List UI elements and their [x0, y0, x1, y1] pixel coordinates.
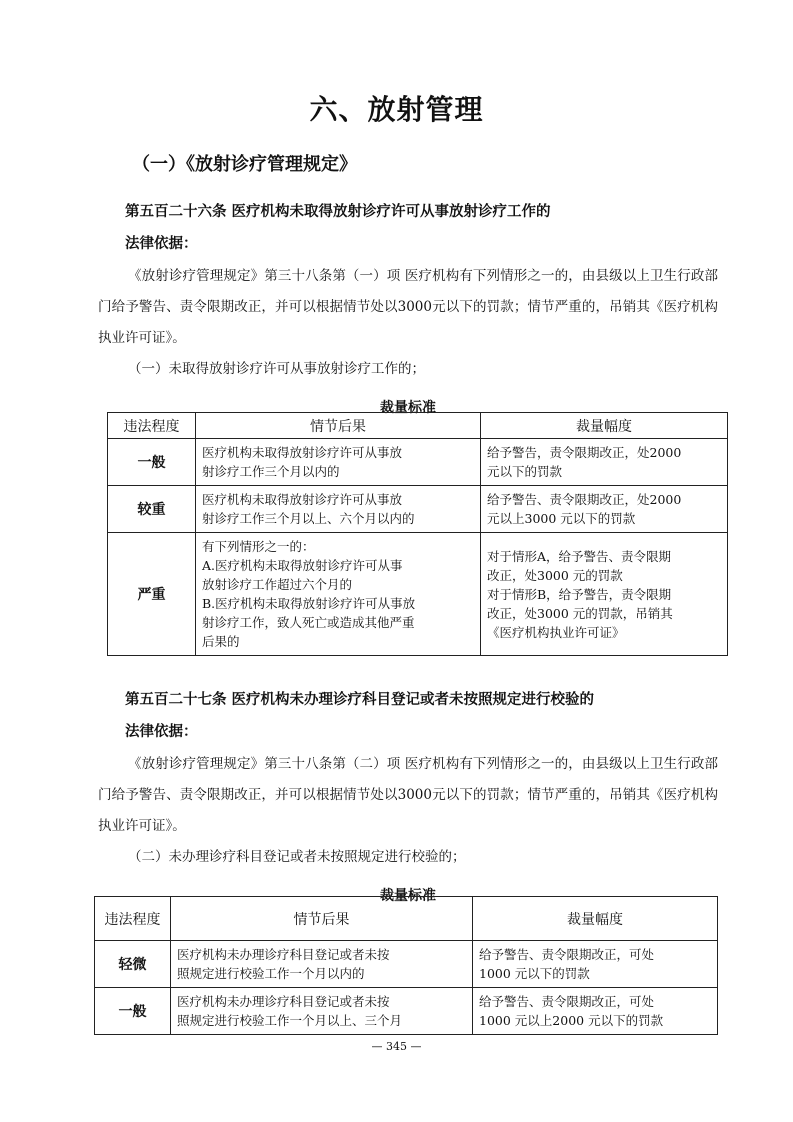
clause-text: （一）未取得放射诊疗许可从事放射诊疗工作的；	[128, 361, 425, 377]
cell-line: 元以下的罚款	[487, 464, 563, 479]
article-heading: 第五百二十七条 医疗机构未办理诊疗科目登记或者未按照规定进行校验的	[125, 692, 595, 708]
header-degree: 违法程度	[95, 897, 171, 941]
header-circumstances: 情节后果	[171, 897, 473, 941]
cell-line: 1000 元以下的罚款	[479, 966, 590, 981]
cell-line: 给予警告、责令限期改正，处2000	[487, 492, 682, 507]
header-penalty: 裁量幅度	[473, 897, 718, 941]
discretion-table-526	[107, 412, 728, 656]
cell-line: 对于情形B，给予警告，责令限期	[487, 586, 672, 602]
circumstances-cell	[196, 486, 481, 533]
cell-line: 改正，处3000 元的罚款，吊销其	[487, 605, 673, 621]
circumstances-cell	[196, 533, 481, 656]
article-heading: 第五百二十六条 医疗机构未取得放射诊疗许可从事放射诊疗工作的	[125, 204, 551, 220]
degree-cell: 严重	[108, 533, 196, 656]
header-degree: 违法程度	[108, 413, 196, 439]
chapter-title: 六、放射管理	[309, 93, 484, 126]
circumstances-cell	[171, 941, 473, 988]
cell-line: B.医疗机构未取得放射诊疗许可从事放	[202, 596, 416, 611]
circumstances-cell	[171, 988, 473, 1035]
page-number: — 345 —	[371, 1040, 422, 1053]
cell-line: 给予警告，责令限期改正，处2000	[487, 445, 682, 460]
cell-line: 给予警告、责令限期改正，可处	[479, 994, 655, 1009]
cell-line: 射诊疗工作三个月以上、六个月以内的	[202, 511, 415, 526]
table-row	[108, 439, 728, 486]
cell-line: 照规定进行校验工作一个月以内的	[177, 966, 365, 981]
cell-line: 照规定进行校验工作一个月以上、三个月	[177, 1013, 403, 1028]
law-text: 《放射诊疗管理规定》第三十八条第（二）项 医疗机构有下列情形之一的，由县级以上卫生行政部门给予警告、责令限期改正，并可以根据情节处以3000元以下的罚款；情节严重的，吊销其《医疗机构执业许可证》。	[98, 756, 718, 834]
header-penalty: 裁量幅度	[481, 413, 728, 439]
cell-line: 医疗机构未取得放射诊疗许可从事放	[202, 445, 403, 460]
table-row	[95, 988, 718, 1035]
degree-cell: 较重	[108, 486, 196, 533]
header-circumstances: 情节后果	[196, 413, 481, 439]
table-row	[108, 486, 728, 533]
cell-line: 射诊疗工作，致人死亡或造成其他严重	[202, 615, 415, 630]
cell-line: 后果的	[202, 634, 240, 649]
penalty-cell	[481, 439, 728, 486]
table-caption: 裁量标准	[380, 400, 436, 416]
cell-line: 医疗机构未办理诊疗科目登记或者未按	[177, 994, 390, 1009]
clause-text: （二）未办理诊疗科目登记或者未按照规定进行校验的；	[128, 849, 466, 865]
cell-line: 放射诊疗工作超过六个月的	[202, 577, 353, 592]
law-text: 《放射诊疗管理规定》第三十八条第（一）项 医疗机构有下列情形之一的，由县级以上卫生行政部门给予警告、责令限期改正，并可以根据情节处以3000元以下的罚款；情节严重的，吊销其《医疗机构执业许可证》。	[98, 268, 718, 346]
table-row	[95, 941, 718, 988]
table-caption: 裁量标准	[380, 888, 436, 904]
cell-line: 射诊疗工作三个月以内的	[202, 464, 340, 479]
cell-line: A.医疗机构未取得放射诊疗许可从事	[202, 558, 403, 573]
section-title: （一）《放射诊疗管理规定》	[132, 154, 357, 175]
article-526	[98, 196, 718, 423]
cell-line: 医疗机构未办理诊疗科目登记或者未按	[177, 947, 390, 962]
circumstances-cell	[196, 439, 481, 486]
cell-line: 医疗机构未取得放射诊疗许可从事放	[202, 492, 403, 507]
article-527	[98, 684, 718, 911]
penalty-cell	[481, 533, 728, 656]
discretion-table-527	[94, 896, 718, 1035]
penalty-cell	[473, 941, 718, 988]
cell-line: 对于情形A，给予警告、责令限期	[487, 548, 672, 564]
penalty-cell	[481, 486, 728, 533]
cell-line: 有下列情形之一的：	[202, 539, 315, 554]
legal-basis-label: 法律依据：	[125, 724, 198, 740]
cell-line: 元以上3000 元以下的罚款	[487, 511, 636, 526]
degree-cell: 轻微	[95, 941, 171, 988]
table-row	[108, 533, 728, 656]
penalty-cell	[473, 988, 718, 1035]
degree-cell: 一般	[95, 988, 171, 1035]
degree-cell: 一般	[108, 439, 196, 486]
cell-line: 给予警告、责令限期改正，可处	[479, 947, 655, 962]
cell-line: 改正，处3000 元的罚款	[487, 567, 623, 583]
cell-line: 《医疗机构执业许可证》	[487, 624, 625, 640]
legal-basis-label: 法律依据：	[125, 236, 198, 252]
cell-line: 1000 元以上2000 元以下的罚款	[479, 1013, 664, 1028]
